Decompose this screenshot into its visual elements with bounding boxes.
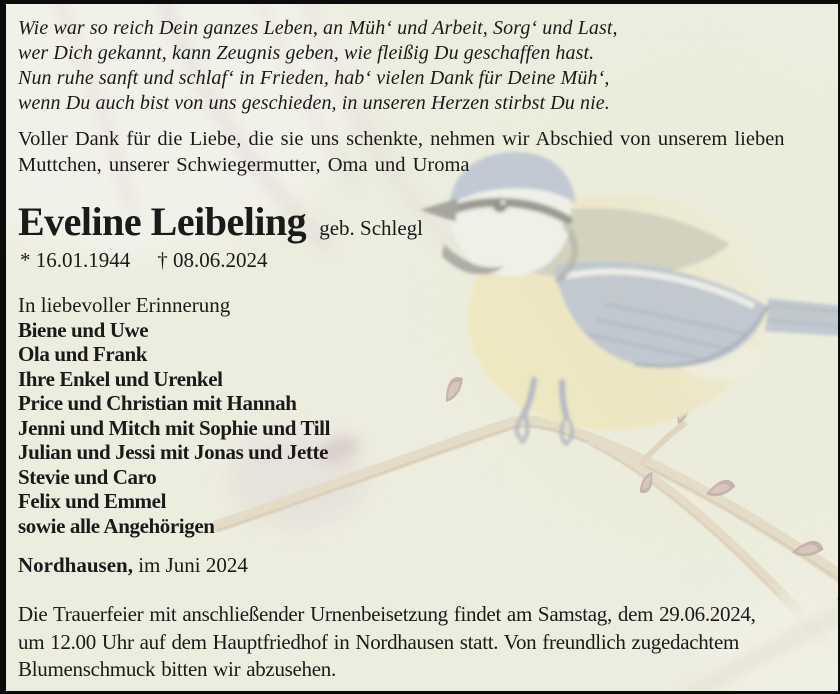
mourner-line: sowie alle Angehörigen bbox=[18, 513, 215, 538]
poem-line: wenn Du auch bist von uns geschieden, in unseren Herzen stirbst Du nie. bbox=[18, 92, 610, 114]
bird-beak bbox=[420, 198, 458, 222]
place-date-line bbox=[18, 553, 248, 578]
mourner-line: Ola und Frank bbox=[18, 342, 148, 366]
bird-bib bbox=[442, 244, 504, 275]
deceased-name: Eveline Leibeling bbox=[18, 199, 307, 244]
mourners-list bbox=[18, 318, 330, 539]
bird-legs bbox=[517, 380, 573, 444]
blue-tit-bird bbox=[420, 152, 838, 445]
maiden-name: geb. Schlegl bbox=[319, 216, 423, 240]
backdrop-wash-green bbox=[426, 44, 838, 564]
mourner-line: Julian und Jessi mit Jonas und Jette bbox=[18, 440, 329, 464]
funeral-line: um 12.00 Uhr auf dem Hauptfriedhof in Nordhausen statt. Von freundlich zugedachtem bbox=[18, 629, 740, 654]
funeral-line: Blumenschmuck bitten wir abzusehen. bbox=[18, 657, 336, 681]
poem-line: Nun ruhe sanft und schlaf‘ in Frieden, hab‘ vielen Dank für Deine Müh‘, bbox=[18, 67, 610, 89]
birth-date: * 16.01.1944 bbox=[20, 248, 131, 272]
intro-line: Voller Dank für die Liebe, die sie uns schenkte, nehmen wir Abschied von unserem lieben bbox=[18, 128, 785, 150]
memoriam-label: In liebevoller Erinnerung bbox=[18, 293, 231, 317]
bird-wing bbox=[554, 261, 768, 367]
funeral-line: Die Trauerfeier mit anschließender Urnenbeisetzung findet am Samstag, dem 29.06.2024, bbox=[18, 602, 756, 626]
poem-line: wer Dich gekannt, kann Zeugnis geben, wie fleißig Du geschaffen hast. bbox=[18, 42, 595, 64]
mourner-line: Jenni und Mitch mit Sophie und Till bbox=[18, 415, 331, 440]
opening-verse bbox=[18, 16, 618, 116]
mourner-line: Felix und Emmel bbox=[18, 489, 167, 513]
bird-back bbox=[476, 208, 730, 279]
funeral-info bbox=[18, 601, 756, 684]
farewell-intro bbox=[18, 126, 785, 178]
intro-line: Muttchen, unserer Schwiegermutter, Oma und Uroma bbox=[18, 154, 470, 176]
mourner-line: Price und Christian mit Hannah bbox=[18, 391, 297, 415]
mourner-line: Ihre Enkel und Urenkel bbox=[18, 366, 223, 391]
poem-line: Wie war so reich Dein ganzes Leben, an Müh‘ und Arbeit, Sorg‘ und Last, bbox=[18, 17, 618, 39]
bird-eye bbox=[492, 197, 508, 213]
bird-neck-ring bbox=[558, 226, 575, 280]
bird-tail bbox=[704, 292, 838, 336]
bird-body bbox=[456, 179, 779, 445]
mourner-line: Biene und Uwe bbox=[18, 317, 149, 342]
bird-vent bbox=[678, 336, 762, 380]
place-name: Nordhausen, bbox=[18, 553, 133, 577]
bird-eye-stripe bbox=[446, 202, 568, 220]
date-line: im Juni 2024 bbox=[138, 553, 248, 577]
death-date: † 08.06.2024 bbox=[157, 248, 268, 272]
life-dates bbox=[20, 248, 268, 273]
deceased-name-row bbox=[18, 196, 423, 248]
mourner-line: Stevie und Caro bbox=[18, 464, 157, 489]
branch-buds bbox=[438, 375, 838, 609]
